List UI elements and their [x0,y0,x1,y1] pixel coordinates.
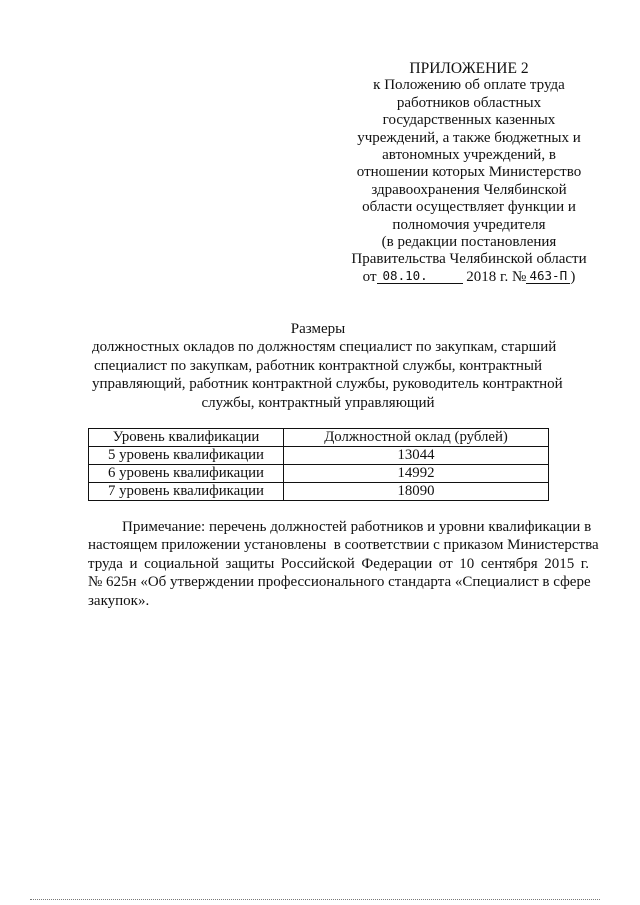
qualification-cell: 6 уровень квалификации [89,465,284,483]
note-line: Примечание: перечень должностей работников и уровни квалификации в [122,519,592,535]
note-paragraph [88,518,599,610]
table-header-row [89,429,549,447]
date-prefix: от [362,268,377,285]
column-header: Должностной оклад (рублей) [284,429,549,447]
note-line: труда и социальной защиты Российской Федерации от 10 сентября 2015 г. [88,555,589,572]
title-heading: Размеры [290,321,346,337]
note-line: закупок». [88,592,150,609]
appendix-line: (в редакции постановления [381,234,557,251]
appendix-line: здравоохранения Челябинской [371,181,567,198]
table-row [89,447,549,465]
resolution-date-field: 08.10. [377,269,463,284]
qualification-cell: 5 уровень квалификации [89,447,284,465]
salary-table [88,428,549,501]
resolution-date-line [348,269,590,286]
appendix-line: работников областных [396,94,542,111]
appendix-line: к Положению об оплате труда [373,77,565,94]
appendix-line: полномочия учредителя [392,216,546,233]
column-header: Уровень квалификации [89,429,284,447]
qualification-cell: 7 уровень квалификации [89,483,284,501]
note-line: № 625н «Об утверждении профессионального стандарта «Специалист в сфере [88,574,591,591]
appendix-line: Правительства Челябинской области [351,251,587,268]
appendix-heading: ПРИЛОЖЕНИЕ 2 [409,60,529,77]
title-line: службы, контрактный управляющий [201,394,435,411]
appendix-header [348,60,590,286]
appendix-line: области осуществляет функции и [362,199,576,216]
title-line: управляющий, работник контрактной службы, руководитель контрактной [92,376,563,393]
salary-cell: 18090 [284,483,549,501]
appendix-line: государственных казенных [382,112,556,129]
appendix-line: отношении которых Министерство [356,164,582,181]
table-row [89,483,549,501]
appendix-line: автономных учреждений, в [382,147,556,164]
resolution-number-field: 463-П [526,269,570,284]
title-line: специалист по закупкам, работник контрактной службы, контрактный [93,357,543,374]
note-line: настоящем приложении установлены в соответствии с приказом Министерства [88,537,599,554]
year-text: 2018 г. № [466,268,527,285]
appendix-line: учреждений, а также бюджетных и [357,129,581,146]
salary-cell: 14992 [284,465,549,483]
document-title [92,320,563,412]
salary-cell: 13044 [284,447,549,465]
table-row [89,465,549,483]
closing-paren: ) [570,268,576,285]
page-bottom-rule [30,899,600,900]
title-line: должностных окладов по должностям специалист по закупкам, старший [92,339,557,356]
